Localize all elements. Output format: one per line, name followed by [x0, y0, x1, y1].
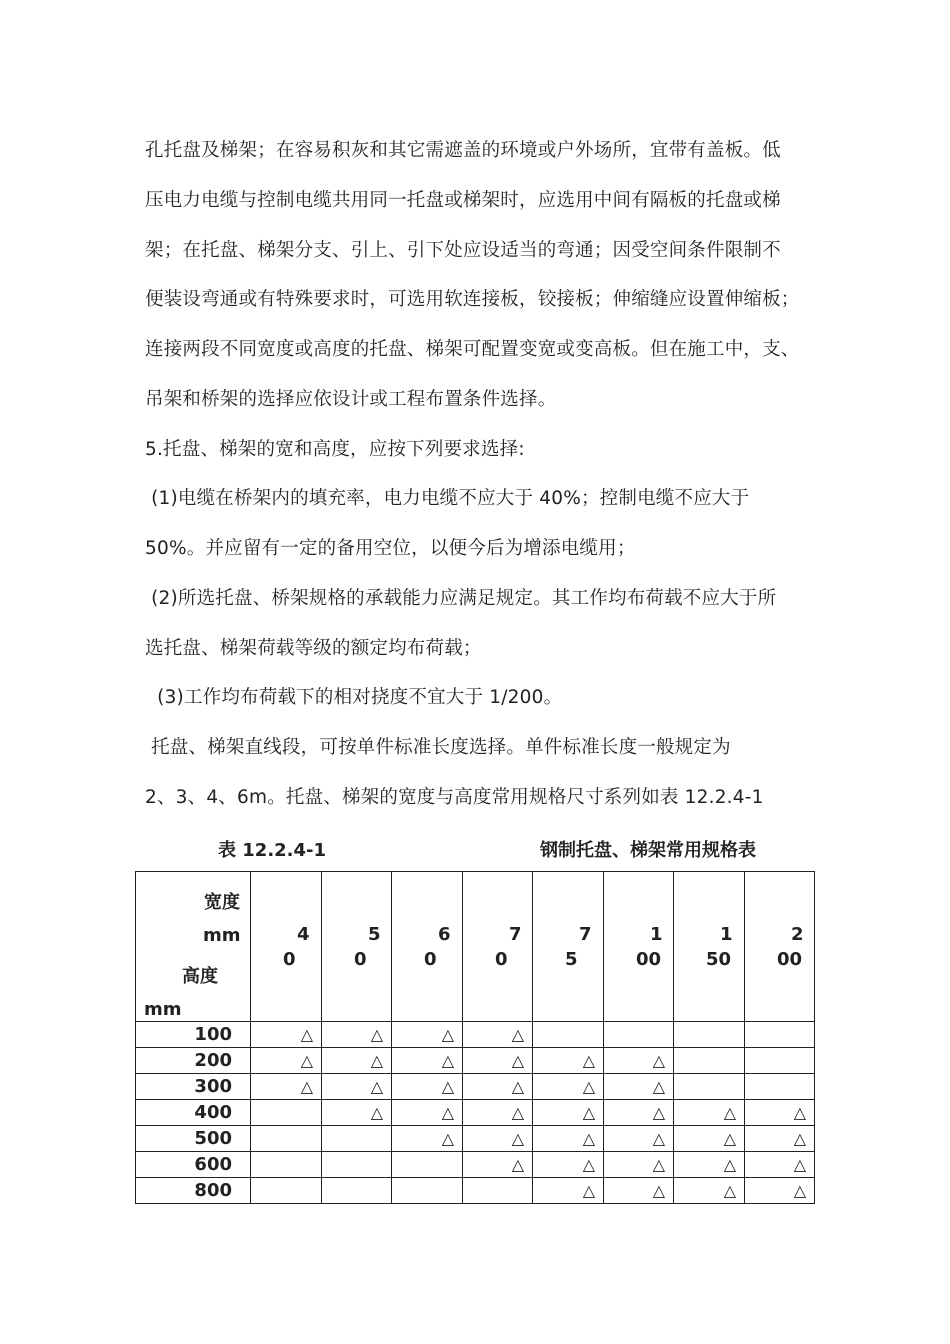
- empty-cell: [463, 1178, 533, 1204]
- table-row: [136, 1178, 815, 1204]
- empty-cell: [251, 1126, 322, 1152]
- spec-mark-cell: △: [533, 1100, 604, 1126]
- paragraph-line: 压电力电缆与控制电缆共用同一托盘或梯架时，应选用中间有隔板的托盘或梯: [145, 190, 781, 211]
- empty-cell: [745, 1048, 815, 1074]
- empty-cell: [674, 1022, 745, 1048]
- spec-mark-cell: △: [604, 1048, 674, 1074]
- spec-mark-cell: △: [392, 1074, 463, 1100]
- paragraph-line: 便装设弯通或有特殊要求时，可选用软连接板，铰接板；伸缩缝应设置伸缩板；: [145, 289, 800, 310]
- table-row: [136, 1022, 815, 1048]
- empty-cell: [745, 1022, 815, 1048]
- height-value-cell: 200: [136, 1048, 251, 1074]
- empty-cell: [604, 1022, 674, 1048]
- width-header-line1: 2: [791, 923, 804, 945]
- empty-cell: [392, 1178, 463, 1204]
- spec-mark-cell: △: [251, 1022, 322, 1048]
- spec-mark-cell: △: [674, 1152, 745, 1178]
- spec-mark-cell: △: [463, 1100, 533, 1126]
- width-header-line1: 6: [438, 923, 451, 945]
- width-label: 宽度: [204, 892, 240, 913]
- width-header: [463, 872, 533, 1022]
- width-header-line2: 50: [706, 948, 732, 970]
- spec-mark-cell: △: [533, 1048, 604, 1074]
- table-row: [136, 1100, 815, 1126]
- width-header-line2: 0: [283, 948, 296, 970]
- spec-mark-cell: △: [745, 1178, 815, 1204]
- height-value-cell: 300: [136, 1074, 251, 1100]
- empty-cell: [674, 1074, 745, 1100]
- spec-mark-cell: △: [463, 1048, 533, 1074]
- spec-mark-cell: △: [533, 1074, 604, 1100]
- empty-cell: [322, 1178, 392, 1204]
- height-value-cell: 400: [136, 1100, 251, 1126]
- spec-mark-cell: △: [392, 1126, 463, 1152]
- table-row: [136, 1074, 815, 1100]
- height-unit: mm: [144, 999, 182, 1020]
- width-header-line2: 00: [777, 948, 803, 970]
- height-value-cell: 800: [136, 1178, 251, 1204]
- table-caption-number: 表 12.2.4-1: [218, 840, 327, 861]
- spec-mark-cell: △: [604, 1152, 674, 1178]
- empty-cell: [251, 1100, 322, 1126]
- width-header: [392, 872, 463, 1022]
- width-header-line1: 7: [579, 923, 592, 945]
- paragraph-line: 吊架和桥架的选择应依设计或工程布置条件选择。: [145, 389, 557, 410]
- height-value-cell: 100: [136, 1022, 251, 1048]
- width-header-line2: 0: [495, 948, 508, 970]
- width-header-line2: 0: [424, 948, 437, 970]
- table-row: [136, 1126, 815, 1152]
- corner-header-cell: [136, 872, 251, 1022]
- spec-mark-cell: △: [392, 1022, 463, 1048]
- width-header-line1: 7: [509, 923, 522, 945]
- table-header-row: [136, 872, 815, 1022]
- spec-mark-cell: △: [533, 1178, 604, 1204]
- paragraph-line: 托盘、梯架直线段，可按单件标准长度选择。单件标准长度一般规定为: [145, 737, 731, 758]
- height-value-cell: 600: [136, 1152, 251, 1178]
- spec-table: [135, 871, 815, 1204]
- spec-mark-cell: △: [533, 1152, 604, 1178]
- paragraph-line: 连接两段不同宽度或高度的托盘、梯架可配置变宽或变高板。但在施工中，支、: [145, 339, 800, 360]
- spec-mark-cell: △: [251, 1074, 322, 1100]
- width-header-line2: 00: [636, 948, 662, 970]
- empty-cell: [251, 1152, 322, 1178]
- paragraph-line: 50%。并应留有一定的备用空位，以便今后为增添电缆用；: [145, 538, 636, 559]
- width-header-line1: 4: [297, 923, 310, 945]
- spec-mark-cell: △: [251, 1048, 322, 1074]
- spec-mark-cell: △: [392, 1100, 463, 1126]
- spec-mark-cell: △: [463, 1022, 533, 1048]
- spec-mark-cell: △: [463, 1152, 533, 1178]
- spec-mark-cell: △: [674, 1100, 745, 1126]
- paragraph-line: 架；在托盘、梯架分支、引上、引下处应设适当的弯通；因受空间条件限制不: [145, 240, 781, 261]
- empty-cell: [745, 1074, 815, 1100]
- width-header: [745, 872, 815, 1022]
- height-label: 高度: [182, 966, 218, 987]
- spec-mark-cell: △: [533, 1126, 604, 1152]
- width-header: [674, 872, 745, 1022]
- spec-mark-cell: △: [392, 1048, 463, 1074]
- spec-mark-cell: △: [674, 1126, 745, 1152]
- section-heading: 5.托盘、梯架的宽和高度，应按下列要求选择:: [145, 439, 525, 460]
- spec-mark-cell: △: [604, 1074, 674, 1100]
- spec-mark-cell: △: [604, 1178, 674, 1204]
- width-header-line2: 5: [565, 948, 578, 970]
- spec-mark-cell: △: [745, 1152, 815, 1178]
- paragraph-line: 选托盘、梯架荷载等级的额定均布荷载；: [145, 638, 482, 659]
- spec-mark-cell: △: [322, 1022, 392, 1048]
- spec-mark-cell: △: [604, 1126, 674, 1152]
- table-row: [136, 1152, 815, 1178]
- table-caption-title: 钢制托盘、梯架常用规格表: [540, 840, 756, 861]
- spec-mark-cell: △: [463, 1126, 533, 1152]
- spec-mark-cell: △: [322, 1048, 392, 1074]
- empty-cell: [392, 1152, 463, 1178]
- width-header-line2: 0: [354, 948, 367, 970]
- width-header-line1: 5: [368, 923, 381, 945]
- empty-cell: [251, 1178, 322, 1204]
- table-row: [136, 1048, 815, 1074]
- spec-mark-cell: △: [463, 1074, 533, 1100]
- empty-cell: [322, 1126, 392, 1152]
- spec-mark-cell: △: [322, 1074, 392, 1100]
- spec-mark-cell: △: [604, 1100, 674, 1126]
- list-item: (1)电缆在桥架内的填充率，电力电缆不应大于 40%；控制电缆不应大于: [145, 488, 750, 509]
- spec-mark-cell: △: [745, 1126, 815, 1152]
- width-unit: mm: [203, 925, 241, 946]
- list-item: (2)所选托盘、桥架规格的承载能力应满足规定。其工作均布荷载不应大于所: [145, 588, 777, 609]
- empty-cell: [322, 1152, 392, 1178]
- width-header-line1: 1: [720, 923, 733, 945]
- width-header: [251, 872, 322, 1022]
- spec-mark-cell: △: [674, 1178, 745, 1204]
- width-header: [322, 872, 392, 1022]
- empty-cell: [674, 1048, 745, 1074]
- width-header-line1: 1: [650, 923, 663, 945]
- empty-cell: [533, 1022, 604, 1048]
- table-body: [136, 1022, 815, 1204]
- width-header: [604, 872, 674, 1022]
- width-header: [533, 872, 604, 1022]
- list-item: (3)工作均布荷载下的相对挠度不宜大于 1/200。: [145, 687, 563, 708]
- height-value-cell: 500: [136, 1126, 251, 1152]
- spec-mark-cell: △: [322, 1100, 392, 1126]
- paragraph-line: 孔托盘及梯架；在容易积灰和其它需遮盖的环境或户外场所，宜带有盖板。低: [145, 140, 781, 161]
- spec-mark-cell: △: [745, 1100, 815, 1126]
- paragraph-line: 2、3、4、6m。托盘、梯架的宽度与高度常用规格尺寸系列如表 12.2.4-1: [145, 787, 764, 808]
